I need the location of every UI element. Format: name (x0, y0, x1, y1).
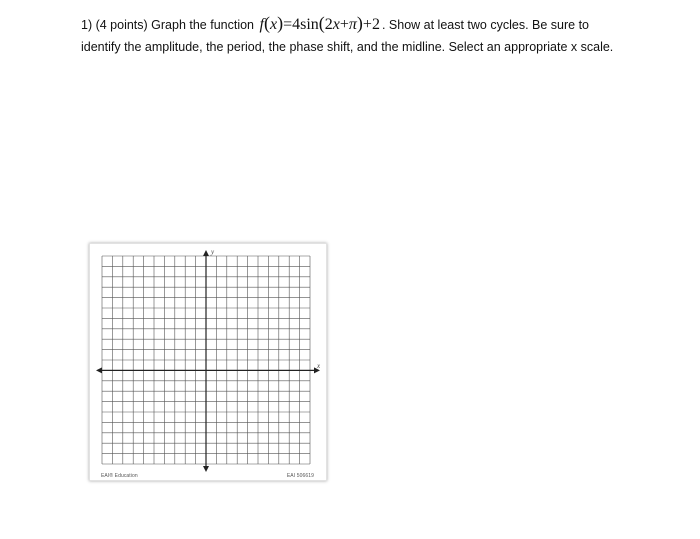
question-prefix: 1) (4 points) Graph the function (81, 18, 255, 32)
question-suffix: . Show at least two cycles. Be sure to (381, 18, 589, 32)
axes (96, 250, 320, 472)
function-formula: f(x)=4sin(2x+π)+2 (259, 13, 380, 33)
question-text (81, 12, 681, 58)
question-line-1 (81, 12, 681, 36)
coordinate-grid (90, 244, 326, 480)
x-axis-left-arrow (96, 367, 102, 373)
y-axis-label: y (211, 248, 215, 256)
x-axis-label: x (317, 362, 321, 370)
publisher-label: EAI® Education (101, 473, 138, 479)
graph-paper (89, 243, 327, 481)
y-axis-up-arrow (203, 250, 209, 256)
y-axis-down-arrow (203, 466, 209, 472)
question-line-2: identify the amplitude, the period, the phase shift, and the midline. Select an appropriate x scale. (81, 40, 614, 54)
product-code-label: EAI 506619 (286, 473, 314, 479)
